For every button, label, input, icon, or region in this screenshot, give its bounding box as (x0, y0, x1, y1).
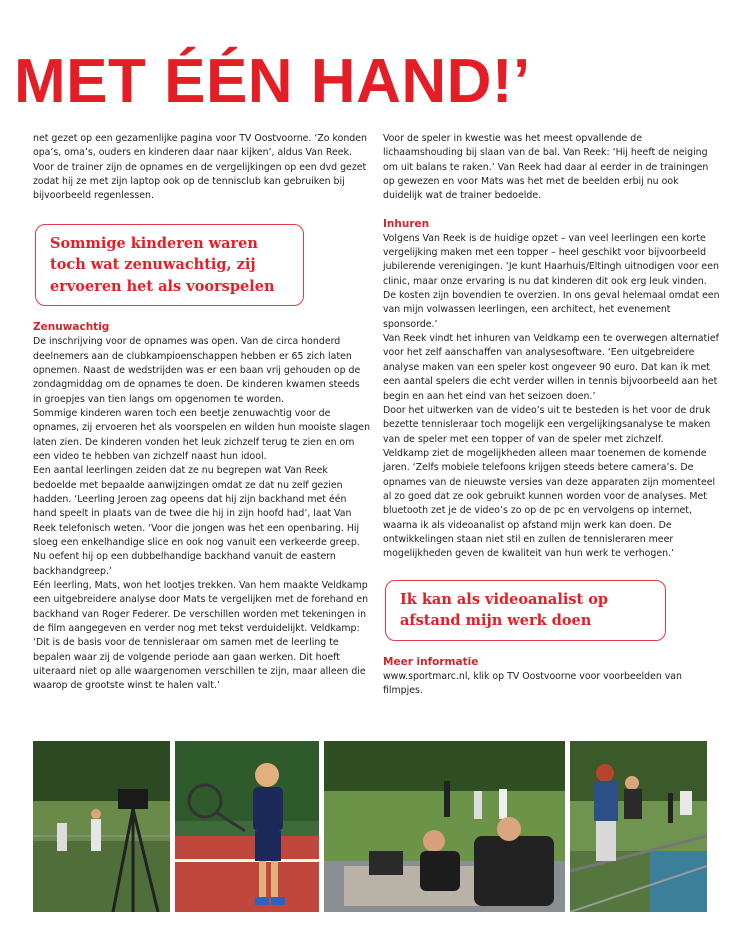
left-paragraph: Eén leerling, Mats, won het lootjes trekken. Van hem maakte Veldkamp een uitgebreidere analyse door Mats te vergelijken met de forehand en backhand van Roger Federer. De verschillen worden met tekeningen in de film aangegeven en verder nog met tekst verduidelijkt. Veldkamp: ‘Dit is de basis voor de tennisleraar om samen met de leerling te bepalen waar zij de volgende periode aan gaan werken. Dit hoeft uiteraard niet op alle waargenomen verschillen te zijn, maar alleen die waarop de grootste winst te halen valt.’ (33, 580, 369, 692)
left-paragraph: Een aantal leerlingen zeiden dat ze nu begrepen wat Van Reek bedoelde met bepaalde aanwijzingen omdat ze dat nu zelf gezien hadden. ‘Leerling Jeroen zag opeens dat hij zijn backhand met één hand speelt in plaats van de twee die hij in zijn hoofd had’, laat Van Reek telefonisch weten. ‘Voor die jongen was het een openbaring. Hij sloeg een enkelhandige slice en ook nog vanuit een verkeerde greep. Nu oefent hij op een dubbelhandige backhand vanuit de eastern backhandgreep.’ (33, 465, 360, 577)
photo-strip (33, 741, 707, 912)
left-column (33, 132, 370, 694)
pull-quote-right: Ik kan als videoanalist op afstand mijn werk doen (385, 580, 666, 641)
pull-quote-left: Sommige kinderen waren toch wat zenuwachtig, zij ervoeren het als voorspelen (35, 224, 304, 307)
photo-spectators-fence (570, 741, 707, 912)
section-heading-inhuren: Inhuren (383, 217, 430, 230)
photo-camera-tripod-court (33, 741, 170, 912)
left-paragraph: Sommige kinderen waren toch een beetje zenuwachtig voor de opnames, zij ervoeren het als voorspelen en wilden hun mooiste slagen laten zien. De kinderen vonden het leuk zichzelf terug te zien en om een video te hebben van zichzelf naast hun idool. (33, 407, 371, 462)
right-paragraph: Veldkamp ziet de mogelijkheden alleen maar toenemen de komende jaren. ‘Zelfs mobiele telefoons krijgen steeds betere camera’s. De opnames van de nieuwste versies van deze apparaten zijn momenteel al zo goed dat ze ook gebruikt kunnen worden voor de analyses. Met bluetooth zet je de video’s zo op de pc en vervolgens op internet, waarna ik als videoanalist op afstand mijn werk kan doen. De ontwikkelingen staan niet stil en zullen de tennisleraren meer mogelijkheden geven de kwaliteit van hun werk te verhogen.’ (383, 447, 716, 560)
right-column (383, 132, 720, 698)
right-paragraph: Door het uitwerken van de video’s uit te besteden is het voor de druk bezette tennisleraar toch mogelijk een vergelijkingsanalyse te maken van de speler met een topper of van de speler met zichzelf. (383, 404, 711, 445)
left-intro-paragraph: net gezet op een gezamenlijke pagina voor TV Oostvoorne. ‘Zo konden opa’s, oma’s, ouders en kinderen daar naar kijken’, aldus Van Reek. Voor de trainer zijn de opnames en de vergelijkingen op een dvd gezet zodat hij ze met zijn laptop ook op de tennisclub kan gebruiken bij bijvoorbeeld regenlessen. (33, 133, 367, 202)
right-paragraph: Volgens Van Reek is de huidige opzet – van veel leerlingen een korte vergelijking maken met een topper – heel geschikt voor bijvoorbeeld jubilerende verenigingen. ‘Je kunt Haarhuis/Eltingh uitnodigen voor een clinic, maar onze ervaring is nu dat kinderen dit ook erg leuk vinden. De kosten zijn bovendien te overzien. In ons geval helemaal omdat een van mijn volwassen leerlingen, een architect, het evenement sponsorde.’ (383, 232, 720, 330)
right-paragraph: Van Reek vindt het inhuren van Veldkamp een te overwegen alternatief voor het zelf aanschaffen van analysesoftware. ‘Een uitgebreidere analyse maken van een speler kost ongeveer 90 euro. Dat kan ik met een aantal spelers die echt verder willen in tennis bijvoorbeeld aan het begin en aan het eind van het seizoen doen.’ (383, 333, 719, 402)
right-intro-paragraph: Voor de speler in kwestie was het meest opvallende de lichaamshouding bij slaan van de bal. Van Reek: ‘Hij heeft de neiging om uit balans te raken.’ Van Reek had daar al eerder in de trainingen op gewezen en voor Mats was het met de beelden erbij nu ook duidelijk wat de trainer bedoelde. (383, 133, 709, 202)
photo-boy-with-racket (175, 741, 319, 912)
photo-laptop-table-courts (324, 741, 565, 912)
left-paragraph: De inschrijving voor de opnames was open. Van de circa honderd deelnemers aan de clubkampioenschappen hebben er 65 zich laten opnemen. Naast de wedstrijden was er een baan vrij gehouden op de zondagmiddag om de opnames te doen. De kinderen kwamen steeds in groepjes van tien langs om opgenomen te worden. (33, 336, 361, 405)
info-text: www.sportmarc.nl, klik op TV Oostvoorne voor voorbeelden van filmpjes. (383, 670, 682, 696)
section-heading-zenuwachtig: Zenuwachtig (33, 321, 110, 334)
headline: MET ÉÉN HAND!’ (14, 47, 531, 116)
section-heading-meer-informatie: Meer informatie (383, 655, 479, 668)
